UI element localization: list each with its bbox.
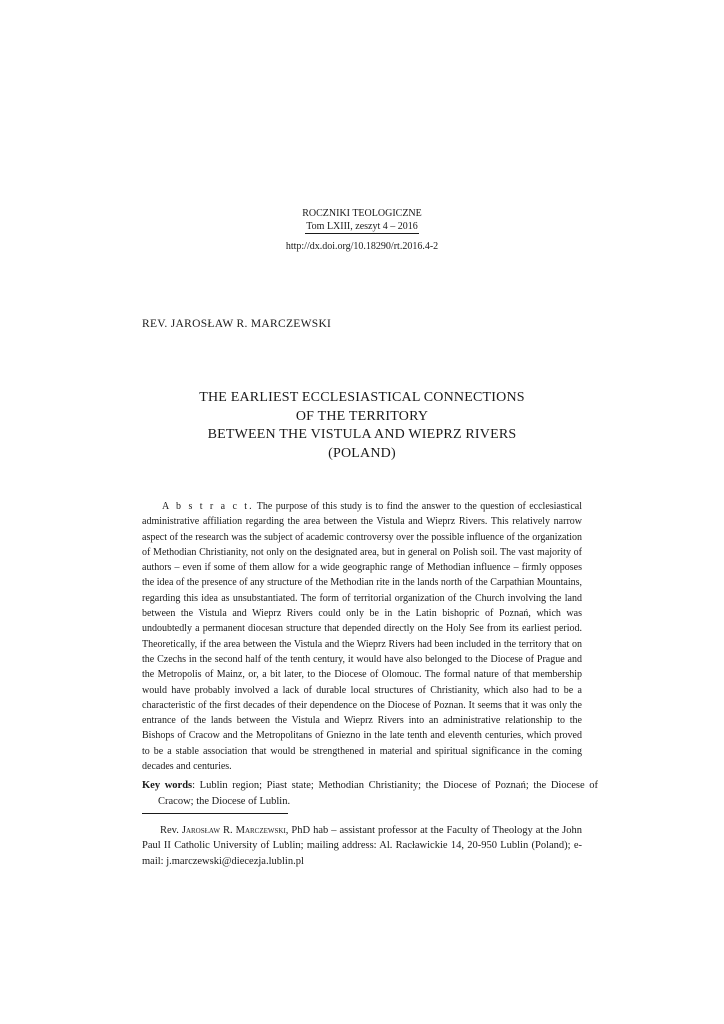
author-footnote <box>142 823 582 869</box>
footnote-divider <box>142 813 288 814</box>
title-line: THE EARLIEST ECCLESIASTICAL CONNECTIONS <box>199 390 525 405</box>
title-line: BETWEEN THE VISTULA AND WIEPRZ RIVERS <box>207 427 517 442</box>
journal-name: ROCZNIKI TEOLOGICZNE <box>302 208 422 219</box>
abstract-label: A b s t r a c t. <box>162 501 254 512</box>
title-line: (POLAND) <box>328 445 396 461</box>
abstract-text: The purpose of this study is to find the answer to the question of ecclesiastical administrative affiliation regarding the area between the Vistula and Wieprz Rivers. This relatively narrow aspect of the research was the subject of academic controversy over the possible influence of the organization of Methodian Christianity, not only on the designated area, but in general on Polish soil. The vast majority of authors – even if some of them allow for a wide geographic range of Methodian influence – firmly opposes the idea of the presence of any structure of the Methodian rite in the lands north of the Carpathian Mountains, regarding this idea as unsubstantiated. The form of territorial organization of the Church involving the land between the Vistula and Wieprz Rivers could only be in the Latin bishopric of Poznań, which was undoubtedly a permanent diocesan structure that depended directly on the Holy See from its earliest period. Theoretically, if the area between the Vistula and the Wieprz Rivers had been included in the territory that on the Czechs in the second half of the tenth century, it would have also belonged to the Diocese of Prague and the Metropolis of Mainz, or, a bit later, to the Diocese of Olomouc. The formal nature of that membership would have probably involved a lack of durable local structures of Christianity, which also had to be a characteristic of the first decades of their dependence on the Diocese of Poznan. It seems that it was only the entrance of the lands between the Vistula and Wieprz Rivers into an administrative relationship to the Bishops of Cracow and the Metropolitans of Gniezno in the late tenth and eleventh centuries, which proved to be a stable association that would be strengthened in material and spiritual significance in the coming decades and centuries. <box>142 501 582 773</box>
journal-volume: Tom LXIII, zeszyt 4 – 2016 <box>306 221 418 232</box>
keywords-text: : Lublin region; Piast state; Methodian Christianity; the Diocese of Poznań; the Diocese of Cracow; the Diocese of Lublin. <box>158 780 599 807</box>
author-line: REV. JAROSŁAW R. MARCZEWSKI <box>142 318 332 330</box>
journal-header <box>0 207 724 253</box>
keywords <box>142 778 598 809</box>
footnote-text: , PhD hab – assistant professor at the Faculty of Theology at the John Paul II Catholic University of Lublin; mailing address: Al. Racławickie 14, 20-950 Lublin (Poland); e-mail: j.marczewski@diecezja.lublin.pl <box>142 825 582 867</box>
keywords-label: Key words <box>142 780 193 791</box>
footnote-author-name: Jarosław R. Marczewski <box>181 825 286 836</box>
title-line: OF THE TERRITORY <box>295 408 429 424</box>
abstract <box>142 499 582 774</box>
doi-link[interactable]: http://dx.doi.org/10.18290/rt.2016.4-2 <box>285 241 439 252</box>
paper-title <box>0 389 724 463</box>
footnote-prefix: Rev. <box>160 825 182 836</box>
